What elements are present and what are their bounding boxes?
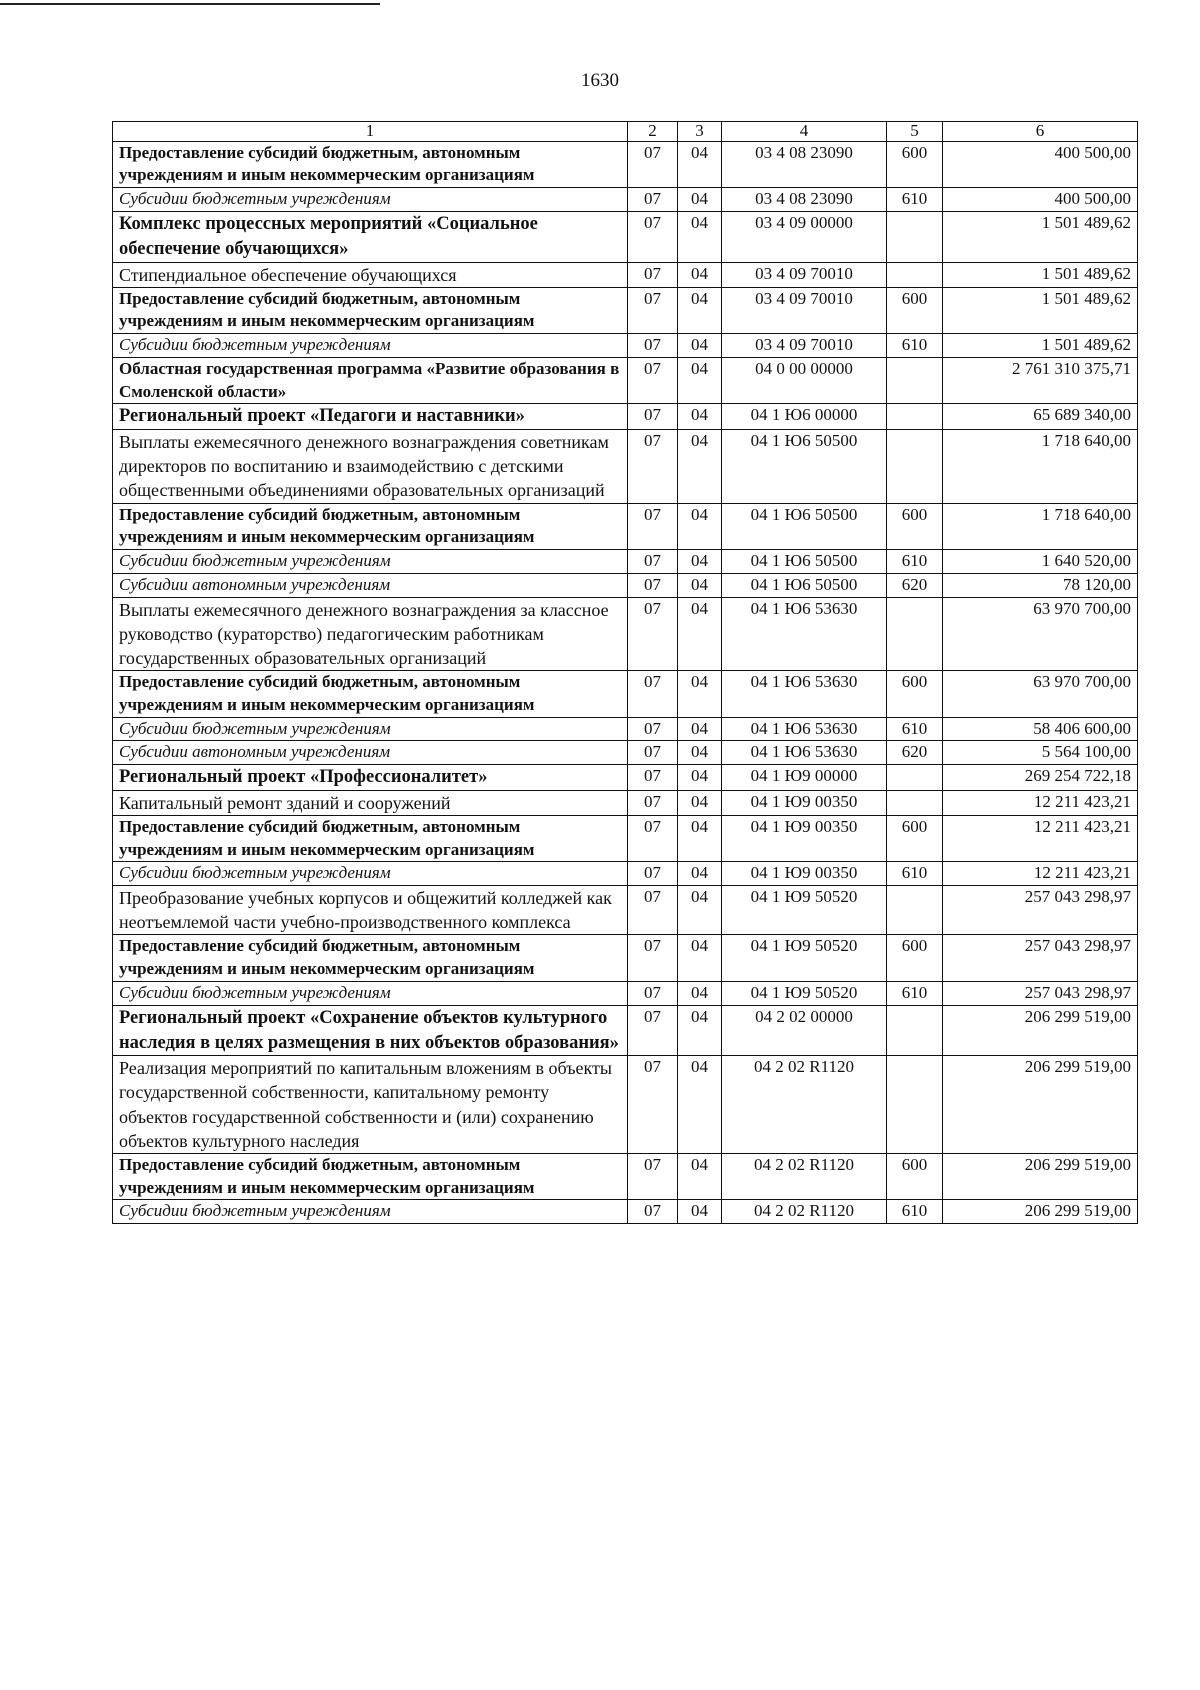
row-expense-type-cell: 610: [887, 1200, 943, 1224]
row-section-cell: 07: [628, 188, 678, 212]
row-amount-cell: 65 689 340,00: [943, 404, 1138, 430]
row-name-cell: Субсидии бюджетным учреждениям: [113, 981, 628, 1005]
row-target-article-cell: 04 1 Ю9 00350: [722, 862, 887, 886]
table-row: [113, 550, 1138, 574]
scan-edge-line: [0, 3, 380, 5]
row-name-cell: Стипендиальное обеспечение обучающихся: [113, 262, 628, 287]
row-section-cell: 07: [628, 1153, 678, 1200]
table-row: [113, 790, 1138, 815]
row-target-article-cell: 04 1 Ю6 53630: [722, 670, 887, 717]
row-target-article-cell: 03 4 09 70010: [722, 262, 887, 287]
row-amount-cell: 1 501 489,62: [943, 287, 1138, 334]
row-expense-type-cell: 610: [887, 334, 943, 358]
row-target-article-cell: 04 2 02 R1120: [722, 1153, 887, 1200]
row-subsection-cell: 04: [678, 981, 722, 1005]
row-section-cell: 07: [628, 211, 678, 262]
row-name-cell: Субсидии бюджетным учреждениям: [113, 334, 628, 358]
row-subsection-cell: 04: [678, 141, 722, 188]
header-col-2: 2: [628, 122, 678, 142]
row-target-article-cell: 04 1 Ю6 50500: [722, 503, 887, 550]
row-section-cell: 07: [628, 670, 678, 717]
row-target-article-cell: 03 4 09 70010: [722, 287, 887, 334]
row-subsection-cell: 04: [678, 404, 722, 430]
row-section-cell: 07: [628, 430, 678, 503]
row-expense-type-cell: [887, 404, 943, 430]
table-row: [113, 357, 1138, 404]
row-subsection-cell: 04: [678, 573, 722, 597]
header-col-1: 1: [113, 122, 628, 142]
row-amount-cell: 63 970 700,00: [943, 597, 1138, 670]
row-section-cell: 07: [628, 862, 678, 886]
row-target-article-cell: 04 1 Ю6 53630: [722, 597, 887, 670]
row-section-cell: 07: [628, 550, 678, 574]
row-expense-type-cell: [887, 1005, 943, 1056]
row-subsection-cell: 04: [678, 357, 722, 404]
row-name-cell: Предоставление субсидий бюджетным, автономным учреждениям и иным некоммерческим организациям: [113, 815, 628, 862]
row-name-cell: Предоставление субсидий бюджетным, автономным учреждениям и иным некоммерческим организациям: [113, 935, 628, 982]
table-row: [113, 1005, 1138, 1056]
table-row: [113, 503, 1138, 550]
row-subsection-cell: 04: [678, 741, 722, 765]
table-row: [113, 981, 1138, 1005]
row-expense-type-cell: [887, 790, 943, 815]
row-section-cell: 07: [628, 334, 678, 358]
row-expense-type-cell: 610: [887, 862, 943, 886]
row-section-cell: 07: [628, 790, 678, 815]
row-amount-cell: 400 500,00: [943, 141, 1138, 188]
row-subsection-cell: 04: [678, 430, 722, 503]
row-amount-cell: 12 211 423,21: [943, 815, 1138, 862]
row-amount-cell: 58 406 600,00: [943, 717, 1138, 741]
row-name-cell: Субсидии бюджетным учреждениям: [113, 1200, 628, 1224]
row-expense-type-cell: 610: [887, 717, 943, 741]
row-subsection-cell: 04: [678, 188, 722, 212]
row-name-cell: Выплаты ежемесячного денежного вознаграждения советникам директоров по воспитанию и взаимодействию с детскими общественными объединениями образовательных организаций: [113, 430, 628, 503]
row-expense-type-cell: [887, 262, 943, 287]
row-subsection-cell: 04: [678, 670, 722, 717]
table-row: [113, 886, 1138, 935]
row-subsection-cell: 04: [678, 597, 722, 670]
row-name-cell: Предоставление субсидий бюджетным, автономным учреждениям и иным некоммерческим организациям: [113, 670, 628, 717]
row-target-article-cell: 04 1 Ю9 00350: [722, 815, 887, 862]
row-name-cell: Реализация мероприятий по капитальным вложениям в объекты государственной собственности, капитальному ремонту объектов государственной собственности и (или) сохранению объектов культурного наследия: [113, 1056, 628, 1153]
row-amount-cell: 206 299 519,00: [943, 1153, 1138, 1200]
table-row: [113, 862, 1138, 886]
row-target-article-cell: 04 1 Ю6 00000: [722, 404, 887, 430]
row-expense-type-cell: 620: [887, 573, 943, 597]
row-amount-cell: 1 718 640,00: [943, 430, 1138, 503]
table-row: [113, 141, 1138, 188]
table-row: [113, 741, 1138, 765]
row-amount-cell: 5 564 100,00: [943, 741, 1138, 765]
row-amount-cell: 1 501 489,62: [943, 262, 1138, 287]
row-section-cell: 07: [628, 262, 678, 287]
row-target-article-cell: 03 4 08 23090: [722, 141, 887, 188]
row-subsection-cell: 04: [678, 211, 722, 262]
row-name-cell: Субсидии автономным учреждениям: [113, 573, 628, 597]
row-subsection-cell: 04: [678, 262, 722, 287]
row-name-cell: Комплекс процессных мероприятий «Социальное обеспечение обучающихся»: [113, 211, 628, 262]
row-amount-cell: 206 299 519,00: [943, 1056, 1138, 1153]
row-target-article-cell: 04 2 02 00000: [722, 1005, 887, 1056]
row-section-cell: 07: [628, 503, 678, 550]
row-target-article-cell: 04 1 Ю9 50520: [722, 886, 887, 935]
row-expense-type-cell: 600: [887, 815, 943, 862]
table-row: [113, 404, 1138, 430]
row-expense-type-cell: [887, 765, 943, 791]
row-section-cell: 07: [628, 404, 678, 430]
row-amount-cell: 1 501 489,62: [943, 334, 1138, 358]
row-target-article-cell: 04 1 Ю6 53630: [722, 741, 887, 765]
table-row: [113, 815, 1138, 862]
header-col-3: 3: [678, 122, 722, 142]
row-section-cell: 07: [628, 1200, 678, 1224]
table-row: [113, 935, 1138, 982]
row-section-cell: 07: [628, 141, 678, 188]
table-row: [113, 597, 1138, 670]
table-row: [113, 717, 1138, 741]
table-row: [113, 1056, 1138, 1153]
row-amount-cell: 2 761 310 375,71: [943, 357, 1138, 404]
row-amount-cell: 12 211 423,21: [943, 862, 1138, 886]
row-section-cell: 07: [628, 717, 678, 741]
row-amount-cell: 206 299 519,00: [943, 1005, 1138, 1056]
page-number: 1630: [581, 70, 619, 91]
row-expense-type-cell: 600: [887, 1153, 943, 1200]
row-section-cell: 07: [628, 935, 678, 982]
row-subsection-cell: 04: [678, 287, 722, 334]
row-target-article-cell: 03 4 09 70010: [722, 334, 887, 358]
row-section-cell: 07: [628, 357, 678, 404]
row-expense-type-cell: [887, 357, 943, 404]
row-expense-type-cell: 600: [887, 935, 943, 982]
row-name-cell: Предоставление субсидий бюджетным, автономным учреждениям и иным некоммерческим организациям: [113, 1153, 628, 1200]
row-expense-type-cell: [887, 211, 943, 262]
table-row: [113, 573, 1138, 597]
row-amount-cell: 1 501 489,62: [943, 211, 1138, 262]
row-target-article-cell: 04 1 Ю6 50500: [722, 573, 887, 597]
table-row: [113, 1153, 1138, 1200]
row-name-cell: Предоставление субсидий бюджетным, автономным учреждениям и иным некоммерческим организациям: [113, 503, 628, 550]
row-expense-type-cell: [887, 1056, 943, 1153]
table-row: [113, 430, 1138, 503]
row-target-article-cell: 04 1 Ю9 00000: [722, 765, 887, 791]
row-subsection-cell: 04: [678, 1056, 722, 1153]
row-amount-cell: 1 718 640,00: [943, 503, 1138, 550]
row-target-article-cell: 04 1 Ю6 50500: [722, 550, 887, 574]
row-name-cell: Преобразование учебных корпусов и общежитий колледжей как неотъемлемой части учебно-производственного комплекса: [113, 886, 628, 935]
row-target-article-cell: 04 1 Ю9 00350: [722, 790, 887, 815]
row-name-cell: Региональный проект «Профессионалитет»: [113, 765, 628, 791]
row-section-cell: 07: [628, 1056, 678, 1153]
table-row: [113, 188, 1138, 212]
row-subsection-cell: 04: [678, 935, 722, 982]
row-name-cell: Субсидии бюджетным учреждениям: [113, 188, 628, 212]
row-name-cell: Выплаты ежемесячного денежного вознаграждения за классное руководство (кураторство) педагогическим работникам государственных образовательных организаций: [113, 597, 628, 670]
row-name-cell: Субсидии бюджетным учреждениям: [113, 717, 628, 741]
row-subsection-cell: 04: [678, 886, 722, 935]
table-header-row: [113, 122, 1138, 142]
row-amount-cell: 206 299 519,00: [943, 1200, 1138, 1224]
row-section-cell: 07: [628, 815, 678, 862]
row-name-cell: Субсидии автономным учреждениям: [113, 741, 628, 765]
row-subsection-cell: 04: [678, 790, 722, 815]
row-name-cell: Капитальный ремонт зданий и сооружений: [113, 790, 628, 815]
row-expense-type-cell: 600: [887, 670, 943, 717]
row-expense-type-cell: 620: [887, 741, 943, 765]
row-subsection-cell: 04: [678, 765, 722, 791]
row-amount-cell: 78 120,00: [943, 573, 1138, 597]
row-target-article-cell: 03 4 08 23090: [722, 188, 887, 212]
table-row: [113, 334, 1138, 358]
row-target-article-cell: 04 1 Ю6 50500: [722, 430, 887, 503]
budget-table: [112, 121, 1138, 1224]
row-expense-type-cell: 600: [887, 503, 943, 550]
table-row: [113, 1200, 1138, 1224]
row-expense-type-cell: [887, 430, 943, 503]
table-body: [113, 141, 1138, 1223]
table-row: [113, 287, 1138, 334]
row-amount-cell: 269 254 722,18: [943, 765, 1138, 791]
row-expense-type-cell: 610: [887, 981, 943, 1005]
row-amount-cell: 257 043 298,97: [943, 981, 1138, 1005]
row-expense-type-cell: 600: [887, 287, 943, 334]
header-col-6: 6: [943, 122, 1138, 142]
row-subsection-cell: 04: [678, 1200, 722, 1224]
row-subsection-cell: 04: [678, 334, 722, 358]
row-amount-cell: 12 211 423,21: [943, 790, 1138, 815]
row-expense-type-cell: 610: [887, 188, 943, 212]
row-subsection-cell: 04: [678, 1153, 722, 1200]
row-amount-cell: 63 970 700,00: [943, 670, 1138, 717]
row-subsection-cell: 04: [678, 862, 722, 886]
table-row: [113, 765, 1138, 791]
row-section-cell: 07: [628, 597, 678, 670]
row-target-article-cell: 04 0 00 00000: [722, 357, 887, 404]
row-section-cell: 07: [628, 765, 678, 791]
row-expense-type-cell: 600: [887, 141, 943, 188]
row-section-cell: 07: [628, 573, 678, 597]
row-section-cell: 07: [628, 741, 678, 765]
row-subsection-cell: 04: [678, 1005, 722, 1056]
row-amount-cell: 257 043 298,97: [943, 886, 1138, 935]
row-subsection-cell: 04: [678, 717, 722, 741]
row-section-cell: 07: [628, 1005, 678, 1056]
table-row: [113, 211, 1138, 262]
row-section-cell: 07: [628, 981, 678, 1005]
row-name-cell: Предоставление субсидий бюджетным, автономным учреждениям и иным некоммерческим организациям: [113, 141, 628, 188]
row-name-cell: Субсидии бюджетным учреждениям: [113, 862, 628, 886]
row-name-cell: Субсидии бюджетным учреждениям: [113, 550, 628, 574]
row-subsection-cell: 04: [678, 550, 722, 574]
row-target-article-cell: 04 2 02 R1120: [722, 1200, 887, 1224]
row-name-cell: Региональный проект «Педагоги и наставники»: [113, 404, 628, 430]
row-target-article-cell: 04 1 Ю6 53630: [722, 717, 887, 741]
row-expense-type-cell: [887, 886, 943, 935]
row-subsection-cell: 04: [678, 503, 722, 550]
row-name-cell: Региональный проект «Сохранение объектов культурного наследия в целях размещения в них объектов образования»: [113, 1005, 628, 1056]
header-col-5: 5: [887, 122, 943, 142]
row-target-article-cell: 04 2 02 R1120: [722, 1056, 887, 1153]
row-target-article-cell: 04 1 Ю9 50520: [722, 981, 887, 1005]
row-amount-cell: 400 500,00: [943, 188, 1138, 212]
row-target-article-cell: 04 1 Ю9 50520: [722, 935, 887, 982]
row-amount-cell: 1 640 520,00: [943, 550, 1138, 574]
row-amount-cell: 257 043 298,97: [943, 935, 1138, 982]
row-expense-type-cell: 610: [887, 550, 943, 574]
row-expense-type-cell: [887, 597, 943, 670]
row-section-cell: 07: [628, 886, 678, 935]
table-row: [113, 262, 1138, 287]
header-col-4: 4: [722, 122, 887, 142]
table-row: [113, 670, 1138, 717]
row-subsection-cell: 04: [678, 815, 722, 862]
row-name-cell: Предоставление субсидий бюджетным, автономным учреждениям и иным некоммерческим организациям: [113, 287, 628, 334]
row-name-cell: Областная государственная программа «Развитие образования в Смоленской области»: [113, 357, 628, 404]
row-section-cell: 07: [628, 287, 678, 334]
row-target-article-cell: 03 4 09 00000: [722, 211, 887, 262]
